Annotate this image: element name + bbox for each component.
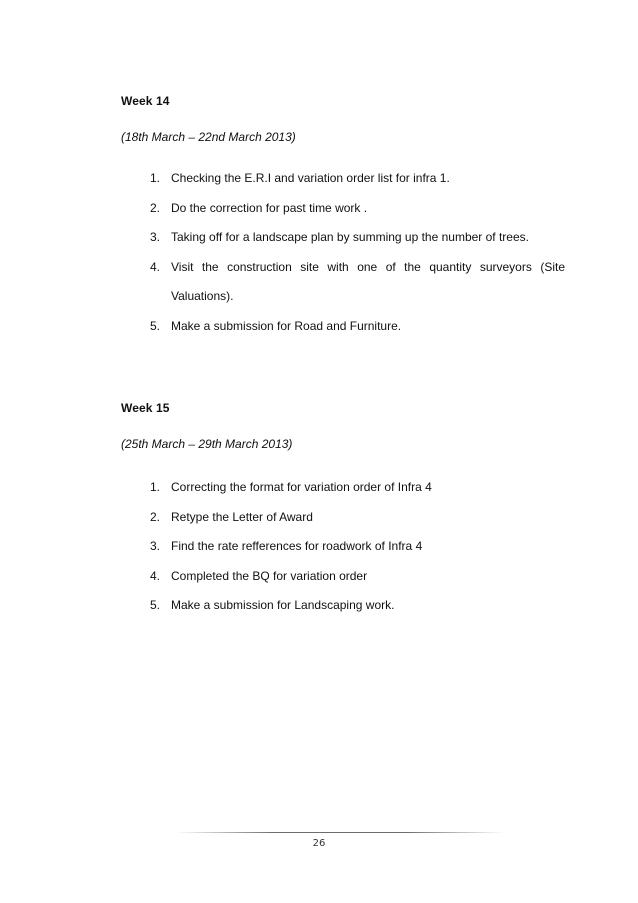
- list-item-text: Correcting the format for variation order of Infra 4: [171, 480, 432, 494]
- list-item-text: Make a submission for Landscaping work.: [171, 598, 395, 612]
- week-15-task-list: [150, 473, 565, 621]
- list-item-number: 4.: [150, 259, 161, 274]
- list-item-text: Do the correction for past time work .: [171, 200, 368, 215]
- list-item-number: 3.: [150, 539, 161, 553]
- week-14-dates: (18th March – 22nd March 2013): [121, 130, 296, 144]
- list-item: [150, 591, 565, 621]
- list-item-text: Retype the Letter of Award: [171, 509, 313, 524]
- list-item-number: 1.: [150, 171, 161, 185]
- list-item-text: Taking off for a landscape plan by summing up the number of trees.: [171, 230, 529, 244]
- list-item-text: Completed the BQ for variation order: [171, 568, 368, 583]
- week-15-heading: Week 15: [121, 401, 170, 415]
- list-item-number: 5.: [150, 318, 161, 333]
- list-item: [150, 253, 565, 312]
- list-item-number: 2.: [150, 509, 161, 524]
- list-item-number: 4.: [150, 568, 161, 583]
- list-item: [150, 503, 565, 533]
- list-item-text: Visit the construction site with one of the quantity surveyors (Site Valuations).: [171, 259, 565, 303]
- list-item: [150, 312, 565, 342]
- list-item-text: Find the rate refferences for roadwork of Infra 4: [171, 539, 423, 553]
- list-item: [150, 194, 565, 224]
- list-item: [150, 223, 565, 253]
- list-item-number: 5.: [150, 598, 161, 612]
- week-14-task-list: [150, 164, 565, 341]
- list-item-text: Checking the E.R.I and variation order list for infra 1.: [171, 171, 450, 185]
- list-item: [150, 562, 565, 592]
- week-14-heading: Week 14: [121, 94, 170, 108]
- list-item: [150, 473, 565, 503]
- footer-divider: [175, 832, 505, 833]
- page-number: 26: [312, 838, 326, 849]
- week-15-dates: (25th March – 29th March 2013): [121, 437, 293, 451]
- list-item: [150, 164, 565, 194]
- list-item-text: Make a submission for Road and Furniture.: [171, 318, 402, 333]
- list-item-number: 3.: [150, 230, 161, 244]
- list-item-number: 2.: [150, 200, 161, 215]
- list-item-number: 1.: [150, 480, 161, 494]
- list-item: [150, 532, 565, 562]
